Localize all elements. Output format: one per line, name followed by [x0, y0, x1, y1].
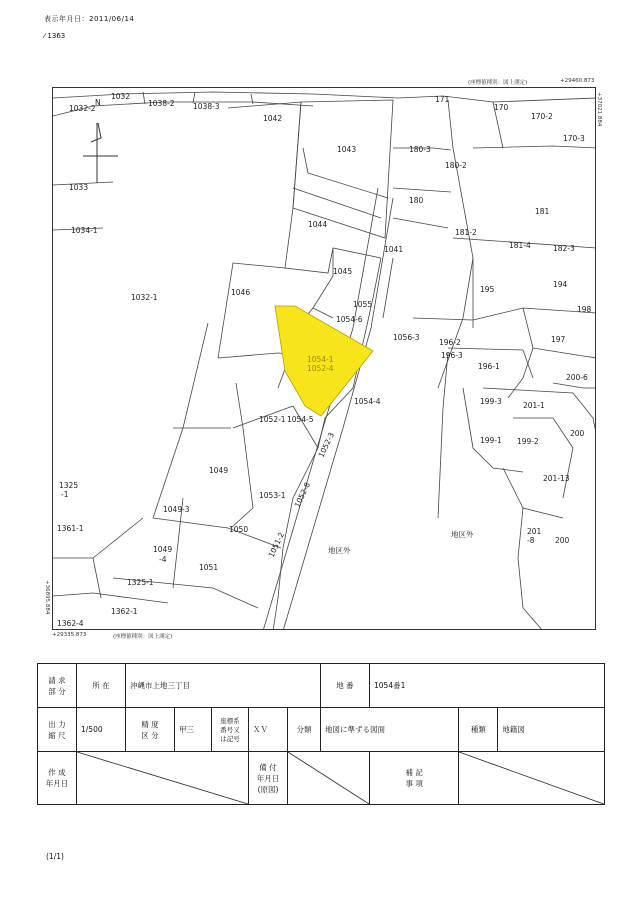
parcel-181-2: 181-2 — [455, 228, 477, 237]
parcel-1032-1: 1032-1 — [131, 293, 158, 302]
print-date: 表示年月日：2011/06/14 — [44, 15, 135, 23]
coord-left-vertical: +36895.884 — [44, 580, 50, 615]
parcel-201-8a: 201 — [527, 527, 542, 536]
parcel-171: 171 — [435, 95, 450, 104]
parcel-1032: 1032 — [111, 92, 131, 101]
parcel-199-3: 199-3 — [480, 397, 502, 406]
cadastral-map — [52, 87, 596, 630]
accuracy-label: 精 度 区 分 — [126, 708, 175, 752]
parcel-198: 198 — [577, 305, 592, 314]
coord-top-right: +29460.873 — [560, 78, 595, 84]
parcel-1054-1: 1054-1 — [307, 355, 334, 364]
map-drawing — [53, 88, 596, 630]
parcel-181-4: 181-4 — [509, 241, 531, 250]
parcel-1043: 1043 — [337, 145, 357, 154]
parcel-195: 195 — [480, 285, 495, 294]
page-reference: ⁄ 1363 — [44, 32, 66, 40]
parcel-1325-1: 1325-1 — [127, 578, 154, 587]
type-value: 地籍図 — [498, 708, 605, 752]
class-label: 分類 — [288, 708, 321, 752]
parcel-1044: 1044 — [308, 220, 328, 229]
area-outside-2: 地区外 — [328, 546, 351, 555]
info-table — [37, 663, 605, 805]
parcel-201-1: 201-1 — [523, 401, 545, 410]
parcel-1053-1: 1053-1 — [259, 491, 286, 500]
note-value — [459, 752, 605, 805]
parcel-1052-1: 1052-1 — [259, 415, 286, 424]
parcel-1050: 1050 — [229, 525, 249, 534]
note-label: 補 記 事 項 — [370, 752, 459, 805]
page-ref-number: 1363 — [47, 32, 66, 40]
area-outside-1: 地区外 — [451, 530, 474, 539]
parcel-1361-1: 1361-1 — [57, 524, 84, 533]
parcel-1049-4a: 1049 — [153, 545, 173, 554]
parcel-1049-3: 1049-3 — [163, 505, 190, 514]
parcel-1032-2: 1032-2 — [69, 104, 96, 113]
coord-type-top: (座標値種別：図上測定) — [468, 80, 528, 86]
lot-value: 1054番1 — [370, 664, 605, 708]
parcel-170-3: 170-3 — [563, 134, 585, 143]
parcel-181: 181 — [535, 207, 550, 216]
parcel-1055: 1055 — [353, 300, 373, 309]
parcel-1033: 1033 — [69, 183, 89, 192]
parcel-1038-2: 1038-2 — [148, 99, 175, 108]
coord-system-label: 座標系 番号又 は記号 — [212, 708, 249, 752]
parcel-1052-3: 1052-3 — [316, 430, 337, 459]
lot-label: 地 番 — [321, 664, 370, 708]
parcel-180-3: 180-3 — [409, 145, 431, 154]
parcel-180: 180 — [409, 196, 424, 205]
parcel-1045: 1045 — [333, 267, 353, 276]
parcel-1038-3: 1038-3 — [193, 102, 220, 111]
created-label: 作 成 年月日 — [38, 752, 77, 805]
parcel-199-1: 199-1 — [480, 436, 502, 445]
parcel-201-8b: -8 — [527, 536, 535, 545]
parcel-1041: 1041 — [384, 245, 404, 254]
parcel-1054-5: 1054-5 — [287, 415, 314, 424]
prepared-label: 備 付 年月日 (原図) — [249, 752, 288, 805]
parcel-1325a: 1325 — [59, 481, 79, 490]
created-value — [77, 752, 249, 805]
parcel-196-3: 196-3 — [441, 351, 463, 360]
parcel-1052-8: 1052-8 — [292, 480, 313, 509]
location-label: 所 在 — [77, 664, 126, 708]
accuracy-value: 甲三 — [175, 708, 212, 752]
parcel-170-2: 170-2 — [531, 112, 553, 121]
parcel-1049: 1049 — [209, 466, 229, 475]
scale-value: 1/500 — [77, 708, 126, 752]
parcel-1042: 1042 — [263, 114, 283, 123]
class-value: 地図に準ずる図面 — [321, 708, 459, 752]
prepared-value — [288, 752, 370, 805]
location-value: 沖縄市上地三丁目 — [126, 664, 321, 708]
parcel-1052-4: 1052-4 — [307, 364, 334, 373]
parcel-1362-1: 1362-1 — [111, 607, 138, 616]
parcel-1362-4: 1362-4 — [57, 619, 84, 628]
parcel-194: 194 — [553, 280, 568, 289]
parcel-1056-3: 1056-3 — [393, 333, 420, 342]
parcel-1054-6: 1054-6 — [336, 315, 363, 324]
parcel-199-2: 199-2 — [517, 437, 539, 446]
parcel-200a: 200 — [570, 429, 585, 438]
coord-right-vertical: +37021.884 — [596, 92, 602, 127]
parcel-1046: 1046 — [231, 288, 251, 297]
parcel-201-13: 201-13 — [543, 474, 570, 483]
north-arrow-icon — [83, 123, 118, 183]
parcel-197: 197 — [551, 335, 566, 344]
parcel-1051: 1051 — [199, 563, 219, 572]
request-label: 請 求 部 分 — [38, 664, 77, 708]
parcel-labels — [57, 92, 592, 628]
parcel-1034-1: 1034-1 — [71, 226, 98, 235]
coord-system-value: ＸＶ — [249, 708, 288, 752]
scale-label: 出 力 縮 尺 — [38, 708, 77, 752]
parcel-1325b: -1 — [61, 490, 69, 499]
parcel-182-3: 182-3 — [553, 244, 575, 253]
parcel-1051-2: 1051-2 — [266, 530, 287, 559]
type-label: 種類 — [459, 708, 498, 752]
parcel-180-2: 180-2 — [445, 161, 467, 170]
parcel-1054-4: 1054-4 — [354, 397, 381, 406]
parcel-196-2: 196-2 — [439, 338, 461, 347]
parcel-170: 170 — [494, 103, 509, 112]
page-count: (1/1) — [46, 852, 64, 861]
parcel-1049-4b: -4 — [159, 555, 167, 564]
parcel-196-1: 196-1 — [478, 362, 500, 371]
coord-type-bottom: (座標値種別：図上測定) — [113, 634, 173, 640]
parcel-200b: 200 — [555, 536, 570, 545]
coord-bottom-left: +29335.873 — [52, 632, 87, 638]
parcel-200-6: 200-6 — [566, 373, 588, 382]
north-mark: N — [95, 98, 101, 107]
